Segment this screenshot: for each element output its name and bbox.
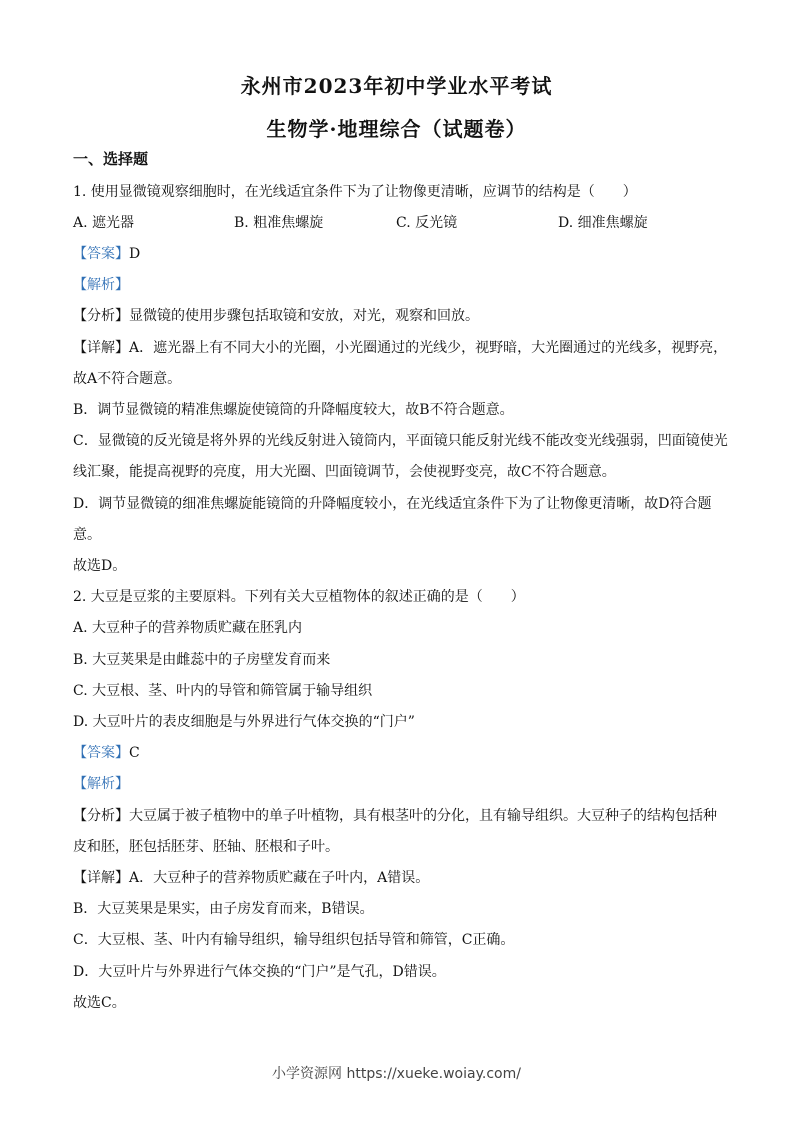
fenxi-tag: 【分析】	[73, 308, 129, 324]
q2-text-line: C．大豆根、茎、叶内有输导组织，输导组织包括导管和筛管，C正确。	[73, 932, 515, 948]
xiangjie-text: A．大豆种子的营养物质贮藏在子叶内，A错误。	[129, 870, 430, 886]
fenxi-text: 显微镜的使用步骤包括取镜和安放，对光，观察和回放。	[129, 308, 479, 324]
q2-text-line: B．大豆荚果是果实，由子房发育而来，B错误。	[73, 901, 374, 917]
q1-text-line: 意。	[73, 527, 101, 543]
xiangjie-tag: 【详解】	[73, 340, 129, 356]
q2-xiangjie-line	[73, 869, 723, 887]
q1-option-d: D. 细准焦螺旋	[558, 215, 648, 231]
q2-fenxi	[73, 807, 723, 825]
q2-option-c: C. 大豆根、茎、叶内的导管和筛管属于输导组织	[73, 683, 373, 699]
xiangjie-text: A．遮光器上有不同大小的光圈，小光圈通过的光线少，视野暗，大光圈通过的光线多，视野亮，	[129, 340, 728, 356]
fenxi-text: 大豆属于被子植物中的单子叶植物，具有根茎叶的分化，且有输导组织。大豆种子的结构包括种	[129, 808, 717, 824]
q1-text-line: C．显微镜的反光镜是将外界的光线反射进入镜筒内，平面镜只能反射光线不能改变光线强弱，凹面镜使光	[73, 433, 728, 449]
q1-text-line: 线汇聚，能提高视野的亮度，用大光圈、凹面镜调节，会使视野变亮，故C不符合题意。	[73, 464, 616, 480]
fenxi-tag: 【分析】	[73, 808, 129, 824]
q1-option-b: B. 粗准焦螺旋	[234, 215, 324, 231]
q2-conclusion: 故选C。	[73, 995, 126, 1011]
q2-option-d: D. 大豆叶片的表皮细胞是与外界进行气体交换的“门户”	[73, 714, 415, 730]
q1-fenxi	[73, 307, 723, 325]
q1-option-a: A. 遮光器	[73, 215, 135, 231]
section-heading: 一、选择题	[73, 150, 149, 168]
answer-value: C	[129, 745, 140, 761]
q2-analysis-tag: 【解析】	[73, 776, 129, 792]
q1-text-line: D．调节显微镜的细准焦螺旋能镜筒的升降幅度较小，在光线适宜条件下为了让物像更清晰，故D符合题	[73, 496, 712, 512]
answer-value: D	[129, 246, 141, 262]
q1-analysis-tag: 【解析】	[73, 277, 129, 293]
q2-answer	[73, 744, 723, 762]
xiangjie-tag: 【详解】	[73, 870, 129, 886]
page-title: 永州市2023年初中学业水平考试	[240, 74, 553, 98]
q1-xiangjie-line	[73, 339, 728, 357]
q2-text-line: D．大豆叶片与外界进行气体交换的“门户”是气孔，D错误。	[73, 964, 446, 980]
q1-option-c: C. 反光镜	[396, 215, 458, 231]
page-footer: 小学资源网 https://xueke.woiay.com/	[272, 1066, 521, 1082]
q1-conclusion: 故选D。	[73, 558, 127, 574]
q1-text-line: 故A不符合题意。	[73, 371, 182, 387]
q2-option-b: B. 大豆荚果是由雌蕊中的子房壁发育而来	[73, 652, 331, 668]
q2-option-a: A. 大豆种子的营养物质贮藏在胚乳内	[73, 620, 303, 636]
q2-stem: 2. 大豆是豆浆的主要原料。下列有关大豆植物体的叙述正确的是（ ）	[73, 589, 525, 605]
answer-tag: 【答案】	[73, 246, 129, 262]
answer-tag: 【答案】	[73, 745, 129, 761]
q1-answer	[73, 245, 723, 263]
q1-stem: 1. 使用显微镜观察细胞时，在光线适宜条件下为了让物像更清晰，应调节的结构是（ ）	[73, 184, 637, 200]
q1-text-line: B．调节显微镜的精准焦螺旋使镜筒的升降幅度较大，故B不符合题意。	[73, 402, 514, 418]
q2-fenxi-cont: 皮和胚，胚包括胚芽、胚轴、胚根和子叶。	[73, 839, 339, 855]
page-subtitle: 生物学·地理综合（试题卷）	[266, 117, 527, 141]
